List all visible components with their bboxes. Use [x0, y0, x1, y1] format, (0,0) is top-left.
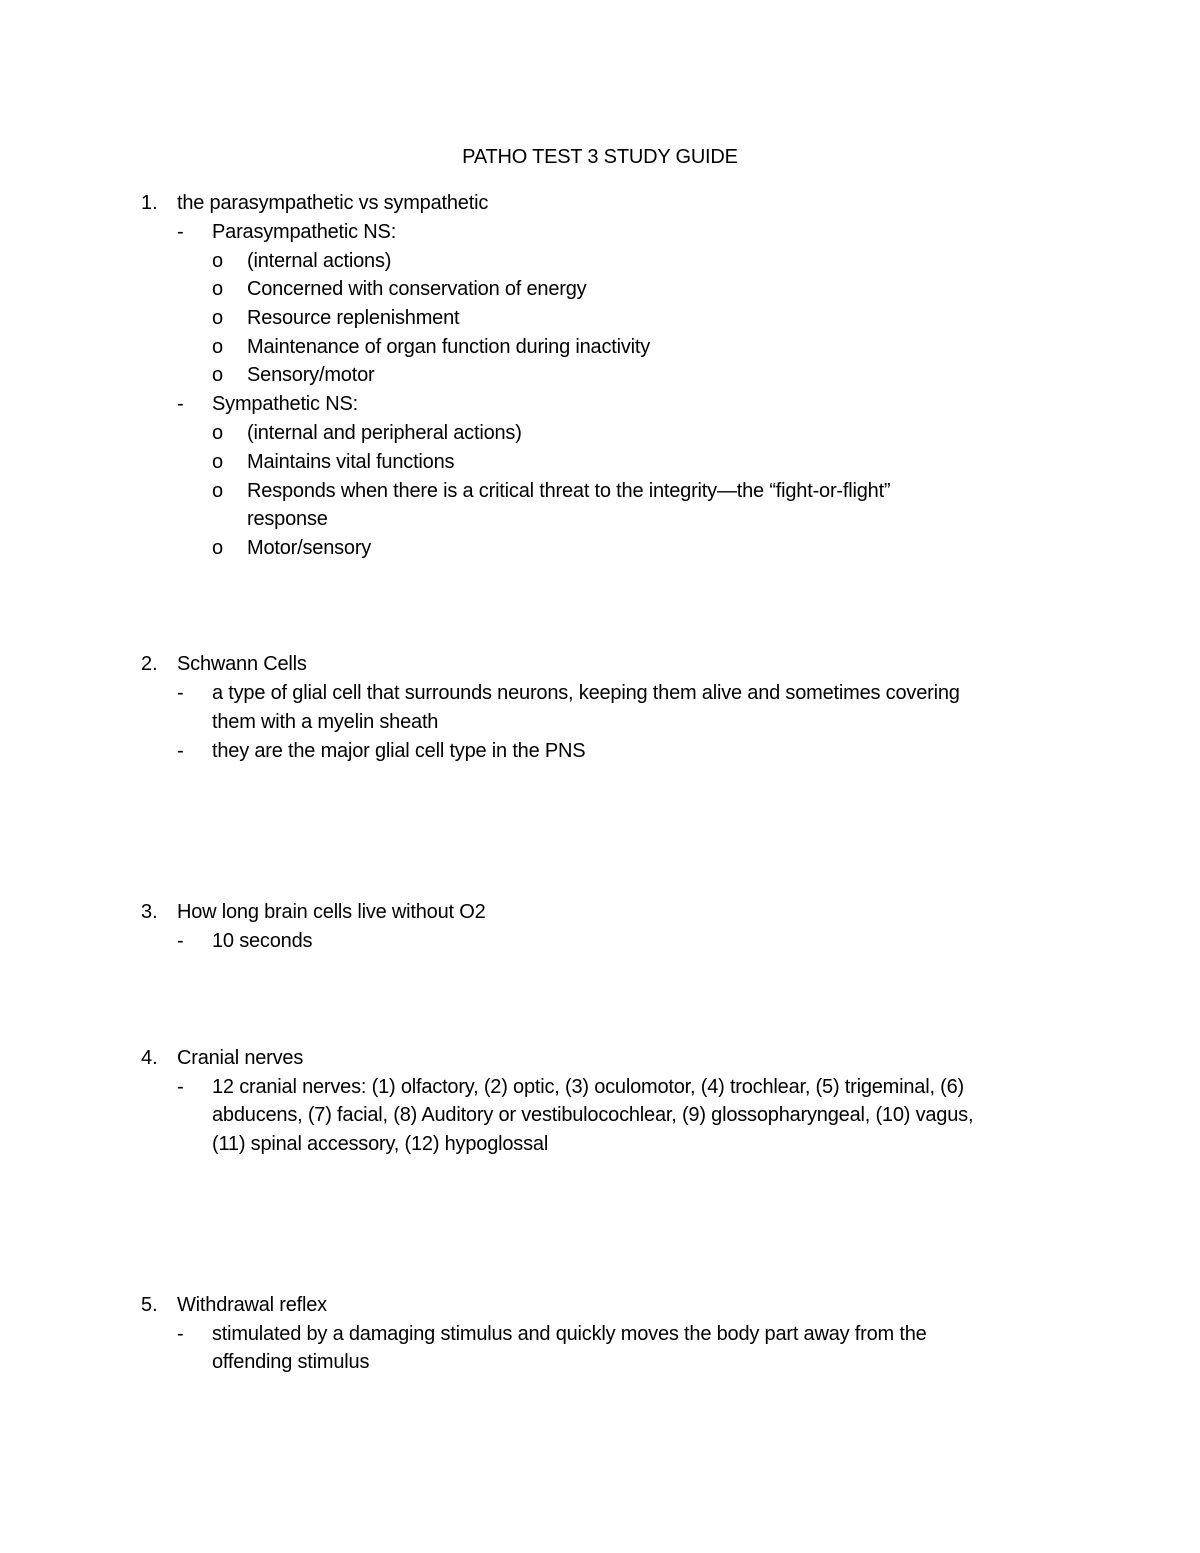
sub-text: 10 seconds: [212, 930, 313, 952]
bullet-marker: o: [212, 250, 224, 272]
sub-label: Parasympathetic NS:: [212, 221, 397, 243]
item-heading: Cranial nerves: [177, 1047, 304, 1069]
bullet-marker: o: [212, 307, 224, 329]
dash-marker: -: [177, 221, 184, 243]
item-number: 5.: [141, 1294, 158, 1316]
sub-text-continuation: abducens, (7) facial, (8) Auditory or vestibulocochlear, (9) glossopharyngeal, (10) vagus,: [212, 1104, 974, 1126]
sub-text: a type of glial cell that surrounds neurons, keeping them alive and sometimes covering: [212, 682, 960, 704]
bullet-text: (internal and peripheral actions): [247, 422, 522, 444]
bullet-text: Motor/sensory: [247, 537, 372, 559]
bullet-marker: o: [212, 278, 224, 300]
bullet-marker: o: [212, 480, 224, 502]
bullet-text: Maintains vital functions: [247, 451, 455, 473]
bullet-text-continuation: response: [247, 508, 328, 530]
sub-text-continuation: (11) spinal accessory, (12) hypoglossal: [212, 1133, 549, 1155]
item-number: 2.: [141, 653, 158, 675]
bullet-marker: o: [212, 364, 224, 386]
bullet-text: Sensory/motor: [247, 364, 375, 386]
bullet-text: Maintenance of organ function during inactivity: [247, 336, 651, 358]
sub-text: 12 cranial nerves: (1) olfactory, (2) optic, (3) oculomotor, (4) trochlear, (5) trigeminal, (6): [212, 1076, 965, 1098]
item-number: 1.: [141, 192, 158, 214]
dash-marker: -: [177, 740, 184, 762]
dash-marker: -: [177, 393, 184, 415]
item-number: 4.: [141, 1047, 158, 1069]
item-number: 3.: [141, 901, 158, 923]
bullet-marker: o: [212, 537, 224, 559]
bullet-text: (internal actions): [247, 250, 392, 272]
dash-marker: -: [177, 930, 184, 952]
bullet-text: Concerned with conservation of energy: [247, 278, 587, 300]
dash-marker: -: [177, 1323, 184, 1345]
bullet-text: Responds when there is a critical threat to the integrity—the “fight-or-flight”: [247, 480, 891, 502]
item-heading: Withdrawal reflex: [177, 1294, 327, 1316]
bullet-marker: o: [212, 336, 224, 358]
sub-text: they are the major glial cell type in the PNS: [212, 740, 586, 762]
sub-label: Sympathetic NS:: [212, 393, 358, 415]
item-heading: Schwann Cells: [177, 653, 307, 675]
sub-text-continuation: offending stimulus: [212, 1351, 370, 1373]
dash-marker: -: [177, 1076, 184, 1098]
sub-text: stimulated by a damaging stimulus and quickly moves the body part away from the: [212, 1323, 927, 1345]
bullet-text: Resource replenishment: [247, 307, 460, 329]
item-heading: the parasympathetic vs sympathetic: [177, 192, 489, 214]
bullet-marker: o: [212, 422, 224, 444]
dash-marker: -: [177, 682, 184, 704]
item-heading: How long brain cells live without O2: [177, 901, 486, 923]
document-title: PATHO TEST 3 STUDY GUIDE: [462, 146, 738, 168]
sub-text-continuation: them with a myelin sheath: [212, 711, 439, 733]
bullet-marker: o: [212, 451, 224, 473]
